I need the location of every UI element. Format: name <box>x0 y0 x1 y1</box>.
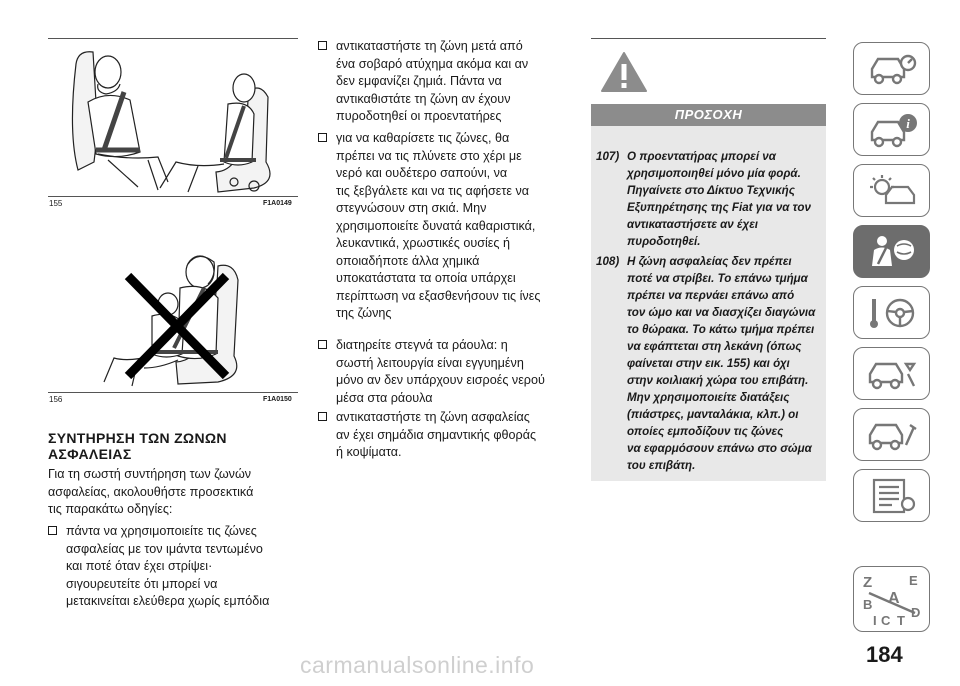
watermark: carmanualsonline.info <box>300 652 535 678</box>
note-line: να εφάπτεται στη λεκάνη (όπως <box>627 340 802 353</box>
warning-lights-icon <box>864 173 920 209</box>
bullet-line: δεν εμφανίζει ζημιά. Πάντα να <box>336 74 502 88</box>
tab-car-breakdown[interactable] <box>853 347 930 400</box>
index-icon <box>857 569 927 629</box>
note-line: οποίες εμποδίζουν τις ζώνες <box>627 425 784 438</box>
bullet-item <box>318 38 580 126</box>
note-line: Ο προεντατήρας μπορεί να <box>627 150 776 163</box>
bullet-line: σιγουρευτείτε ότι μπορεί να <box>66 576 218 591</box>
tab-car-info[interactable] <box>853 103 930 156</box>
bullet-line: ένα σοβαρό ατύχημα ακόμα και αν <box>336 56 529 71</box>
svg-text:E: E <box>908 573 918 588</box>
figure-155-rule <box>48 196 298 197</box>
bullet-line: οποιαδήποτε άλλα χημικά <box>336 253 480 268</box>
tab-seatbelt-airbag[interactable] <box>853 225 930 278</box>
note-line: φαίνεται στην εικ. 155) και όχι <box>627 357 790 370</box>
tab-technical-data[interactable] <box>853 469 930 522</box>
bullet-line: τις ξεβγάλετε και να τις αφήσετε να <box>336 183 530 198</box>
bullet-line: χρησιμοποιείτε δυνατά καθαριστικά, <box>336 218 536 233</box>
bullet-line: αν έχει σημάδια σημαντικής φθοράς <box>336 427 537 442</box>
note-line: ποτέ να στρίβει. Το επάνω τμήμα <box>627 272 808 285</box>
note-line: Πηγαίνετε στο Δίκτυο Τεχνικής <box>627 184 795 197</box>
figure-155-code: F1A0149 <box>263 200 292 207</box>
bullet-line: σωστή λειτουργία είναι εγγυημένη <box>336 355 524 370</box>
bullet-line: λευκαντικά, χρωστικές ουσίες ή <box>336 236 510 250</box>
bullet-line: περίπτωση να εξασθενήσουν τις ίνες <box>336 288 541 303</box>
bullet-line: αντικαθιστάτε τη ζώνη αν έχουν <box>336 91 511 106</box>
figure-156-number: 156 <box>49 395 63 404</box>
car-dashboard-icon <box>864 51 920 87</box>
car-info-icon <box>864 112 920 148</box>
figure-156-incorrect-child-belt-illustration <box>48 236 298 388</box>
warning-triangle-icon <box>600 50 648 94</box>
checkbox-bullet-icon <box>318 412 327 421</box>
steering-wheel-icon <box>864 293 920 333</box>
note-line: αντικαταστήσετε αν έχει <box>627 218 758 231</box>
bullet-line: μέσα στα ράουλα <box>336 390 433 405</box>
bullet-item <box>318 130 580 323</box>
bullet-item <box>318 337 580 407</box>
svg-text:C: C <box>880 613 890 628</box>
section-heading-line-2: ΑΣΦΑΛΕΙΑΣ <box>48 446 132 462</box>
bullet-item <box>318 409 580 462</box>
bullet-line: πρέπει να τις πλύνετε στο χέρι με <box>336 148 522 163</box>
svg-text:I: I <box>872 613 877 628</box>
bullet-line: αντικαταστήστε τη ζώνη μετά από <box>336 39 523 53</box>
svg-text:Z: Z <box>862 574 872 591</box>
checkbox-bullet-icon <box>48 526 57 535</box>
bullet-line: μόνο αν δεν υπάρχουν εισροές νερού <box>336 373 545 387</box>
bullet-line: της ζώνης <box>336 306 392 320</box>
warning-header: ΠΡΟΣΟΧΗ <box>591 104 826 126</box>
bullet-line: πάντα να χρησιμοποιείτε τις ζώνες <box>66 524 257 538</box>
note-number: 108) <box>596 255 620 268</box>
note-line: να εφαρμόσουν επάνω στο σώμα <box>627 442 812 455</box>
checkbox-bullet-icon <box>318 133 327 142</box>
bullet-line: υποκατάστατα τα οποία υπάρχει <box>336 271 516 285</box>
note-line: (πιάστρες, μανταλάκια, κλπ.) οι <box>627 408 799 421</box>
note-line: πρέπει να περνάει επάνω από <box>627 289 795 302</box>
tab-warning-lights[interactable] <box>853 164 930 217</box>
tab-index[interactable] <box>853 566 930 632</box>
note-line: χρησιμοποιηθεί μόνο μία φορά. <box>627 167 801 180</box>
note-line: Η ζώνη ασφαλείας δεν πρέπει <box>627 255 792 268</box>
bullet-line: μετακινείται ελεύθερα χωρίς εμπόδια <box>66 594 270 608</box>
note-line: Μην χρησιμοποιείτε διατάξεις <box>627 391 790 404</box>
bullet-item <box>48 523 308 611</box>
bullet-line: για να καθαρίσετε τις ζώνες, θα <box>336 131 510 145</box>
page-number: 184 <box>866 642 903 667</box>
car-breakdown-icon <box>864 356 920 392</box>
section-heading-line-1: ΣΥΝΤΗΡΗΣΗ ΤΩΝ ΖΩΝΩΝ <box>48 430 227 446</box>
intro-line: Για τη σωστή συντήρηση των ζωνών <box>48 467 252 481</box>
checkbox-bullet-icon <box>318 340 327 349</box>
bullet-line: στεγνώσουν στη σκιά. Μην <box>336 201 487 215</box>
svg-text:T: T <box>896 613 905 628</box>
bullet-line: πυροδοτηθεί οι προεντατήρες <box>336 109 502 123</box>
warning-note-108 <box>596 253 824 474</box>
svg-text:A: A <box>887 590 900 607</box>
svg-text:B: B <box>862 597 872 612</box>
seatbelt-airbag-icon <box>864 232 920 272</box>
tab-car-service[interactable] <box>853 408 930 461</box>
figure-155-seatbelt-illustration <box>48 42 298 194</box>
intro-line: ασφαλείας, ακολουθήστε προσεκτικά <box>48 484 254 499</box>
bullet-line: ασφαλείας με τον ιμάντα τεντωμένο <box>66 541 263 556</box>
bullet-line: νερό και ουδέτερο σαπούνι, να <box>336 166 508 180</box>
note-number: 107) <box>596 150 620 163</box>
tab-steering-wheel[interactable] <box>853 286 930 339</box>
warning-note-107 <box>596 148 824 250</box>
top-rule <box>48 38 298 39</box>
note-line: το θώρακα. Το κάτω τμήμα πρέπει <box>627 323 815 336</box>
figure-156-rule <box>48 392 298 393</box>
bullet-line: αντικαταστήστε τη ζώνη ασφαλείας <box>336 410 530 424</box>
bullet-line: διατηρείτε στεγνά τα ράουλα: η <box>336 338 508 352</box>
section-intro <box>48 466 303 519</box>
note-line: Εξυπηρέτησης της Fiat για να τον <box>627 201 811 214</box>
figure-155-number: 155 <box>49 199 63 208</box>
tab-car-dashboard[interactable] <box>853 42 930 95</box>
warning-top-rule <box>591 38 826 39</box>
bullet-line: και ποτέ όταν έχει στρίψει· <box>66 559 213 573</box>
note-line: πυροδοτηθεί. <box>627 235 701 248</box>
checkbox-bullet-icon <box>318 41 327 50</box>
figure-156-code: F1A0150 <box>263 396 292 403</box>
svg-text:D: D <box>910 605 920 620</box>
technical-data-icon <box>864 476 920 516</box>
section-heading <box>48 430 298 462</box>
car-service-icon <box>864 417 920 453</box>
note-line: του επιβάτη. <box>627 459 696 472</box>
svg-text:i: i <box>905 115 910 131</box>
note-line: τον ώμο και να διασχίζει διαγώνια <box>627 306 816 319</box>
intro-line: τις παρακάτω οδηγίες: <box>48 502 173 516</box>
note-line: στην κοιλιακή χώρα του επιβάτη. <box>627 374 809 387</box>
bullet-line: ή κοψίματα. <box>336 445 402 459</box>
